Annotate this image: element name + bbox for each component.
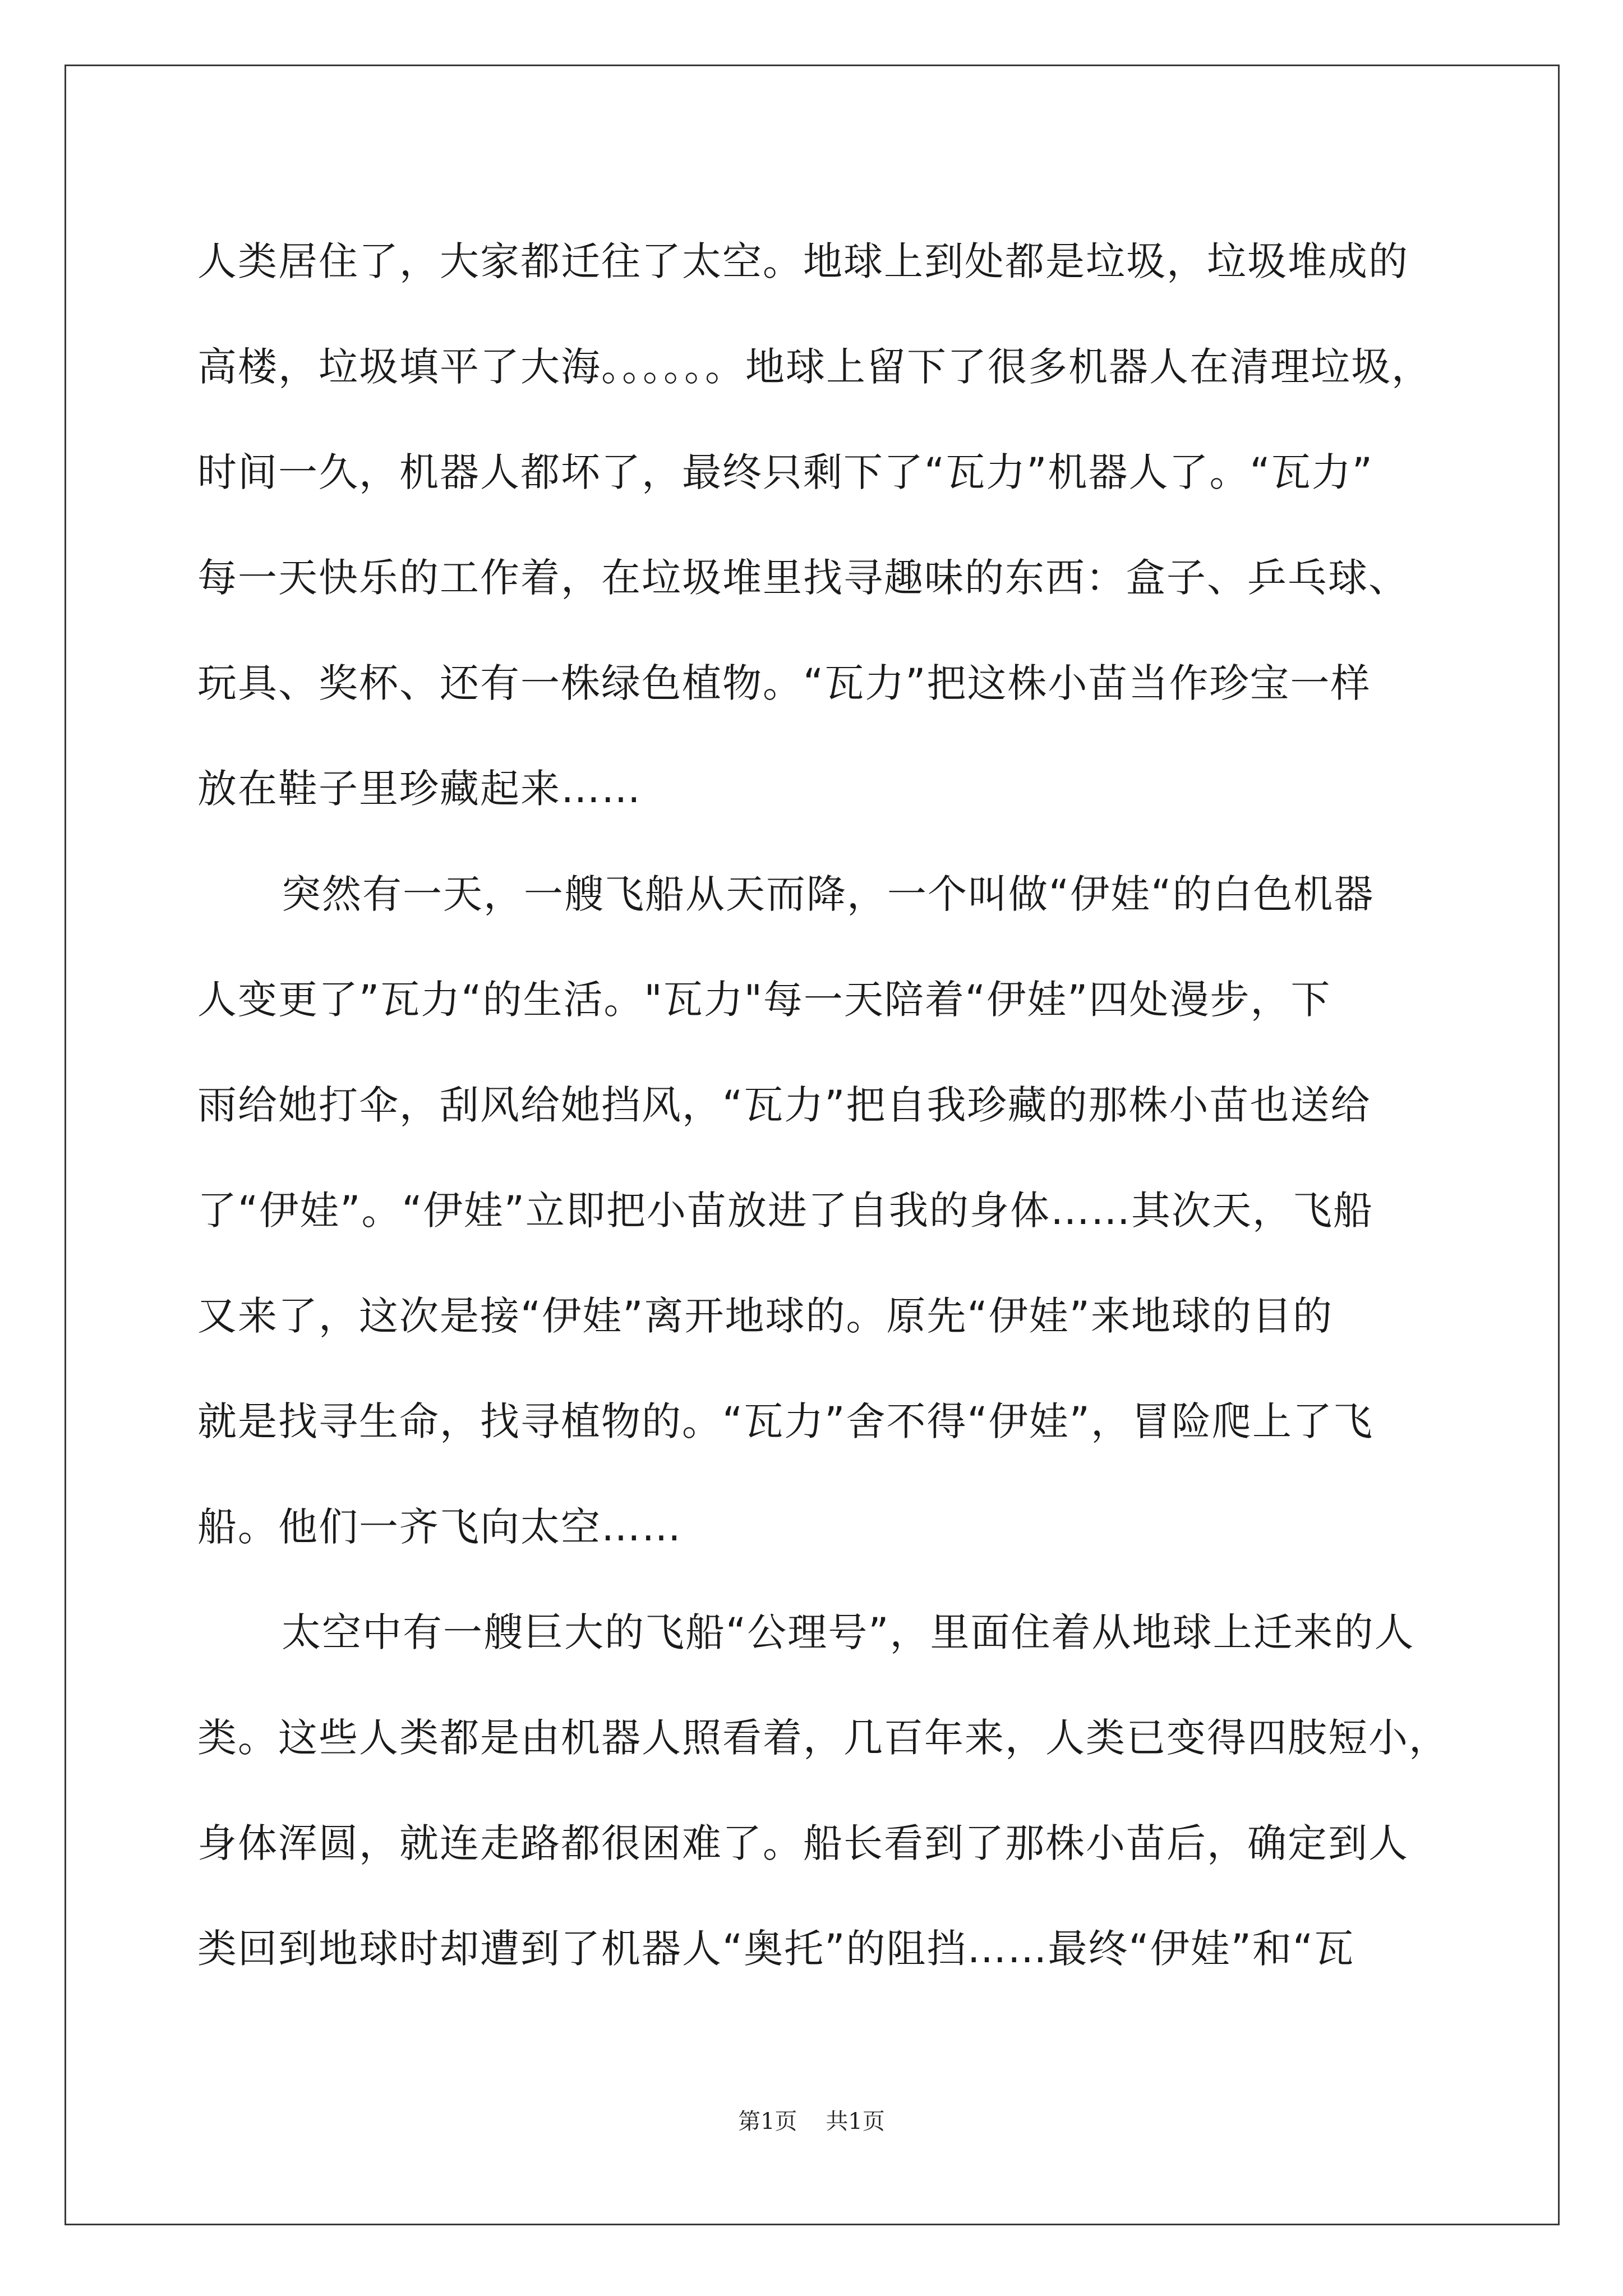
text-line: 雨给她打伞，刮风给她挡风，“瓦力”把自我珍藏的那株小苗也送给 (197, 1082, 1371, 1128)
page-total: 共1页 (826, 2109, 885, 2134)
text-line: 人变更了”瓦力“的生活。"瓦力"每一天陪着“伊娃”四处漫步，下 (197, 977, 1331, 1023)
text-line: 了“伊娃”。“伊娃”立即把小苗放进了自我的身体……其次天，飞船 (197, 1188, 1374, 1234)
text-line: 身体浑圆，就连走路都很困难了。船长看到了那株小苗后，确定到人 (197, 1820, 1409, 1866)
text-line: 玩具、奖杯、还有一株绿色植物。“瓦力”把这株小苗当作珍宝一样 (197, 660, 1371, 706)
text-line: 又来了，这次是接“伊娃”离开地球的。原先“伊娃”来地球的目的 (197, 1293, 1334, 1339)
text-line: 船。他们一齐飞向太空…… (197, 1504, 682, 1550)
text-line: 人类居住了，大家都迁往了太空。地球上到处都是垃圾，垃圾堆成的 (197, 238, 1409, 284)
page-footer (0, 2104, 1623, 2136)
text-line: 高楼，垃圾填平了大海。。。。。。地球上留下了很多机器人在清理垃圾， (197, 344, 1432, 390)
text-line: 每一天快乐的工作着，在垃圾堆里找寻趣味的东西：盒子、乒乓球、 (197, 555, 1409, 601)
text-line: 时间一久，机器人都坏了，最终只剩下了“瓦力”机器人了。“瓦力” (197, 449, 1374, 495)
document-body (197, 209, 1449, 2001)
text-line: 类。这些人类都是由机器人照看着，几百年来，人类已变得四肢短小， (197, 1715, 1449, 1761)
paragraph-start-line: 突然有一天，一艘飞船从天而降，一个叫做“伊娃“的白色机器 (282, 871, 1375, 917)
text-line: 类回到地球时却遭到了机器人“奥托”的阻挡……最终“伊娃”和“瓦 (197, 1926, 1355, 1972)
text-line: 放在鞋子里珍藏起来…… (197, 766, 642, 812)
page-number: 第1页 (738, 2109, 797, 2134)
text-line: 就是找寻生命，找寻植物的。“瓦力”舍不得“伊娃”，冒险爬上了飞 (197, 1398, 1374, 1444)
paragraph-start-line: 太空中有一艘巨大的飞船“公理号”，里面住着从地球上迁来的人 (282, 1609, 1415, 1655)
